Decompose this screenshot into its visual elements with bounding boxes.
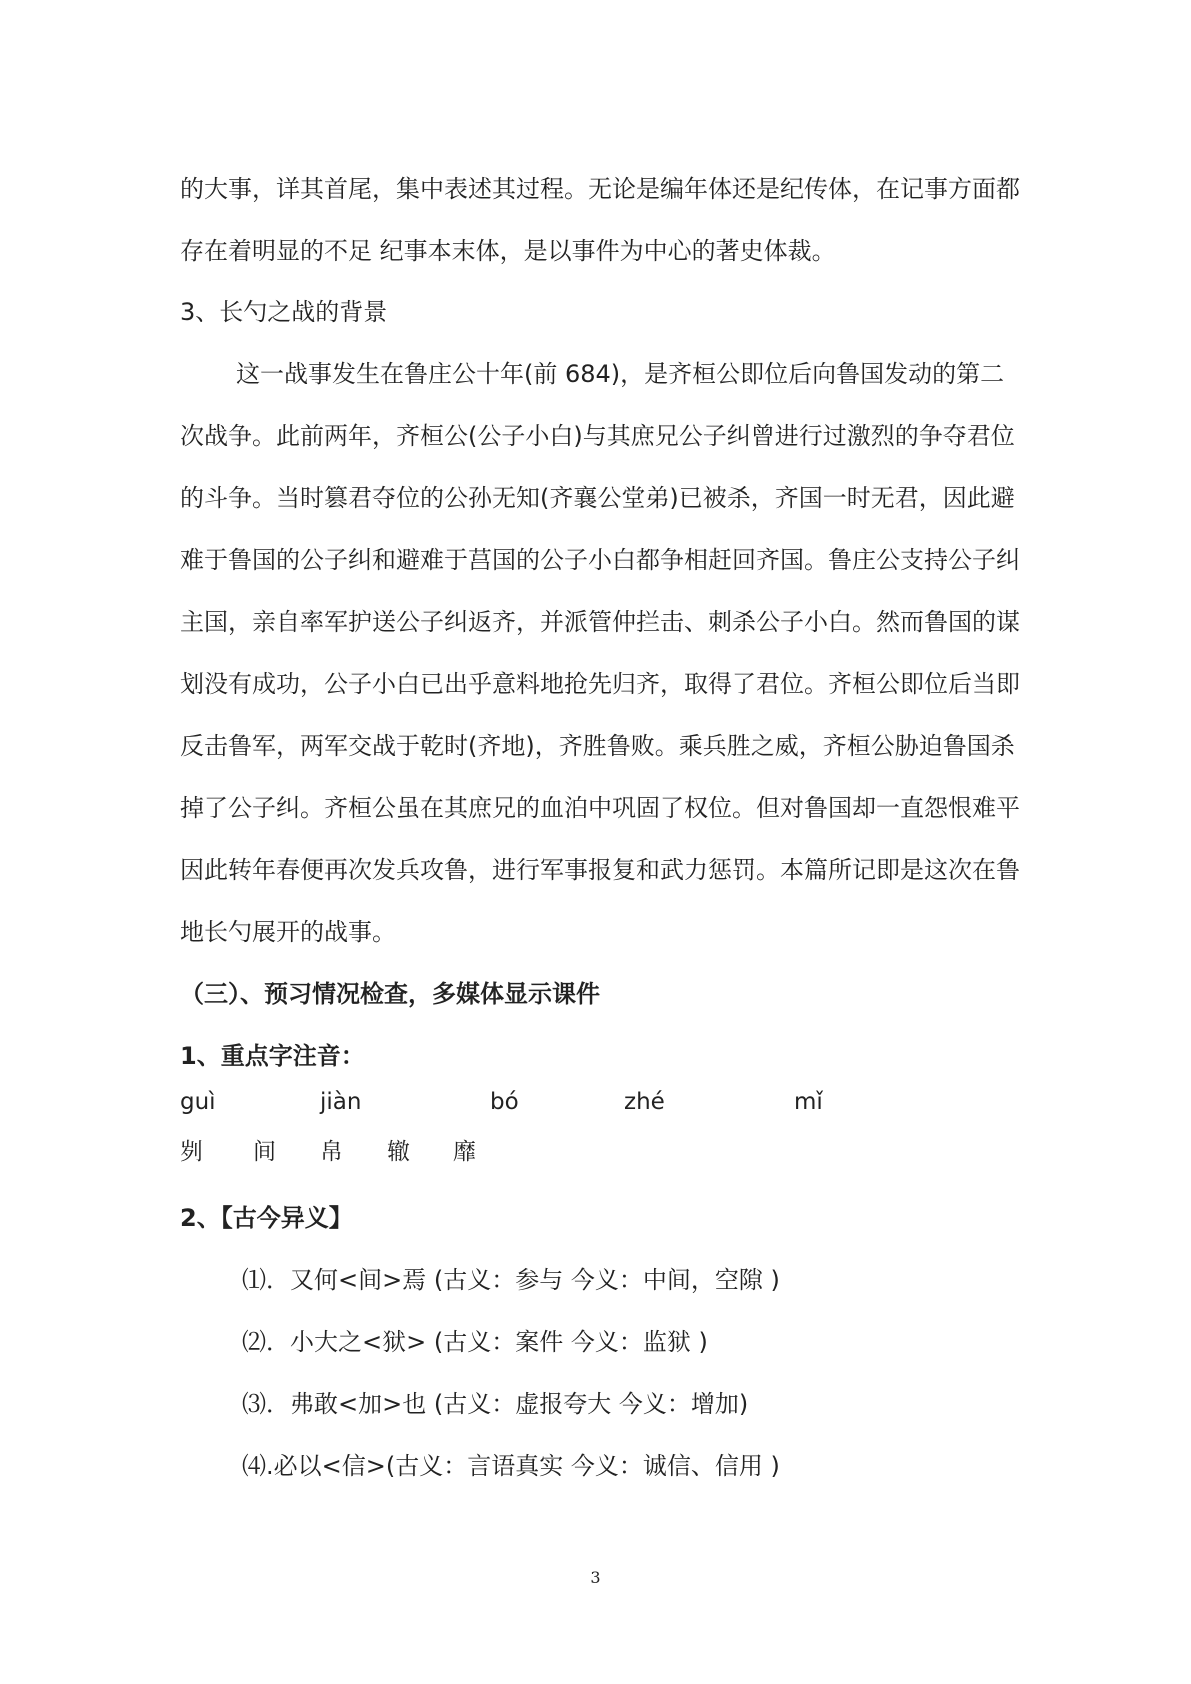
pinyin-jian: jiàn xyxy=(320,1089,362,1115)
paragraph-line: 难于鲁国的公子纠和避难于莒国的公子小白都争相赶回齐国。鲁庄公支持公子纠 xyxy=(180,546,1020,574)
page-number: 3 xyxy=(590,1568,601,1587)
pinyin-mi: mǐ xyxy=(794,1089,823,1115)
pinyin-bo: bó xyxy=(490,1089,519,1115)
pinyin-zhe: zhé xyxy=(624,1089,665,1115)
paragraph-line: 反击鲁军，两军交战于乾时(齐地)，齐胜鲁败。乘兵胜之威，齐桓公胁迫鲁国杀 xyxy=(180,732,1015,760)
pinyin-heading: 1、重点字注音： xyxy=(180,1042,365,1070)
part-heading: （三）、预习情况检查，多媒体显示课件 xyxy=(180,980,600,1008)
gujin-item: ⑴．又何<间>焉 (古义：参与 今义：中间，空隙 ) xyxy=(242,1266,780,1294)
paragraph-line: 这一战事发生在鲁庄公十年(前 684)，是齐桓公即位后向鲁国发动的第二 xyxy=(236,360,1005,388)
char-gui: 刿 xyxy=(180,1139,203,1165)
paragraph-line: 因此转年春便再次发兵攻鲁，进行军事报复和武力惩罚。本篇所记即是这次在鲁 xyxy=(180,856,1020,884)
paragraph-line: 掉了公子纠。齐桓公虽在其庶兄的血泊中巩固了权位。但对鲁国却一直怨恨难平 xyxy=(180,794,1020,822)
paragraph-line: 划没有成功，公子小白已出乎意料地抢先归齐，取得了君位。齐桓公即位后当即 xyxy=(180,670,1020,698)
section-heading: 3、长勺之战的背景 xyxy=(180,298,388,326)
intro-line: 的大事，详其首尾，集中表述其过程。无论是编年体还是纪传体，在记事方面都 xyxy=(180,175,1020,203)
intro-line: 存在着明显的不足 纪事本末体，是以事件为中心的著史体裁。 xyxy=(180,237,836,265)
gujin-item: ⑷.必以<信>(古义：言语真实 今义：诚信、信用 ) xyxy=(242,1452,780,1480)
paragraph-line: 地长勺展开的战事。 xyxy=(180,918,396,946)
paragraph-line: 次战争。此前两年，齐桓公(公子小白)与其庶兄公子纠曾进行过激烈的争夺君位 xyxy=(180,422,1015,450)
gujin-item: ⑶．弗敢<加>也 (古义：虚报夸大 今义：增加) xyxy=(242,1390,749,1418)
gujin-heading: 2、【古今异义】 xyxy=(180,1204,353,1232)
char-zhe: 辙 xyxy=(387,1139,410,1165)
pinyin-gui: guì xyxy=(180,1089,216,1115)
paragraph-line: 主国，亲自率军护送公子纠返齐，并派管仲拦击、刺杀公子小白。然而鲁国的谋 xyxy=(180,608,1020,636)
char-bo: 帛 xyxy=(320,1139,343,1165)
char-mi: 靡 xyxy=(453,1139,476,1165)
char-jian: 间 xyxy=(253,1139,276,1165)
paragraph-line: 的斗争。当时篡君夺位的公孙无知(齐襄公堂弟)已被杀，齐国一时无君，因此避 xyxy=(180,484,1015,512)
gujin-item: ⑵．小大之<狱> (古义：案件 今义：监狱 ) xyxy=(242,1328,708,1356)
